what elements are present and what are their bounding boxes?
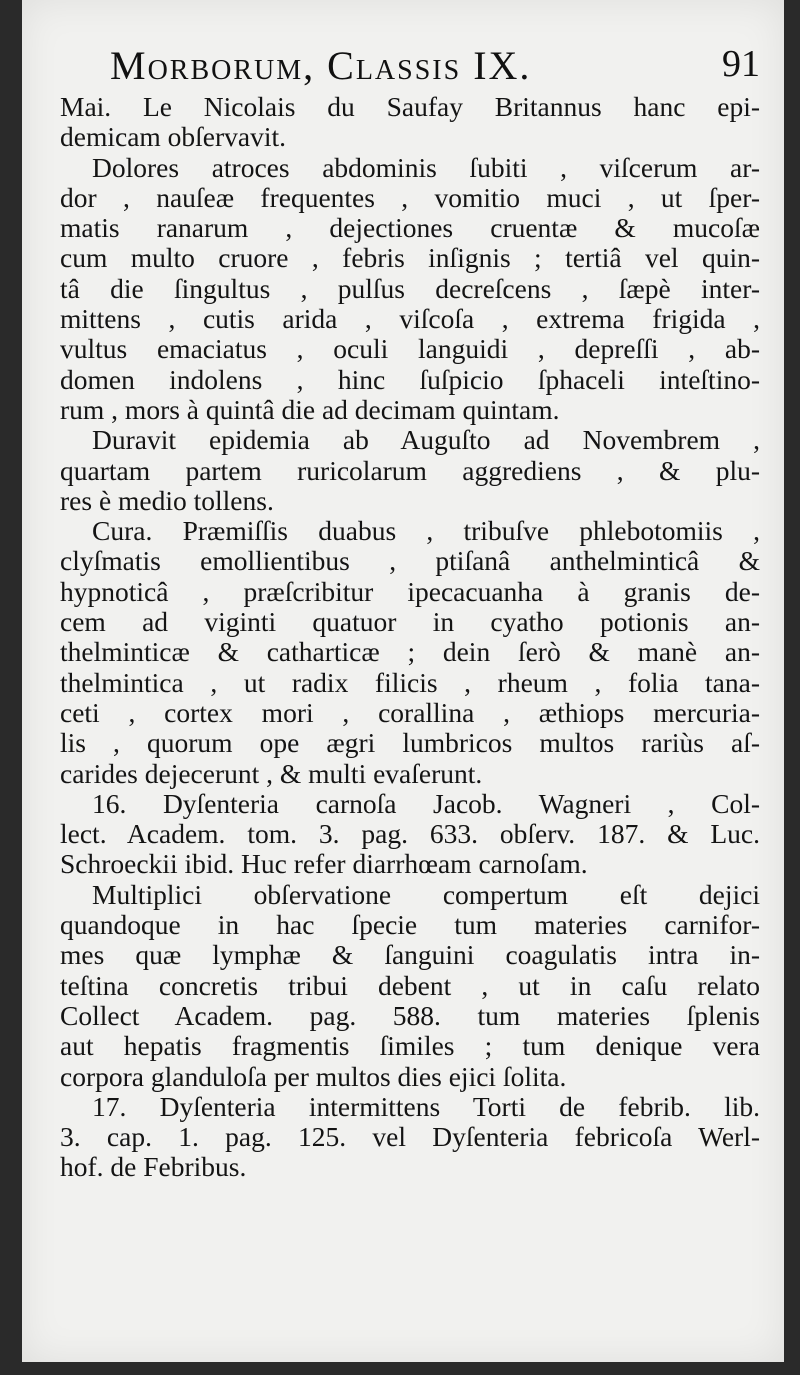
book-page (22, 0, 784, 1362)
text-line: Dolores atroces abdominis ſubiti , viſcerum ar- (92, 151, 760, 183)
text-line: mes quæ lymphæ & ſanguini coagulatis intra in- (60, 939, 760, 971)
text-line: rum , mors à quintâ die ad decimam quintam. (60, 393, 560, 425)
text-line: res è medio tollens. (60, 484, 274, 516)
text-line: carides dejecerunt , & multi evaſerunt. (60, 757, 483, 789)
text-line: mittens , cutis arida , viſcoſa , extrema frigida , (60, 303, 760, 335)
text-line: 3. cap. 1. pag. 125. vel Dyſenteria febricoſa Werl- (60, 1121, 760, 1153)
page-number: 91 (722, 43, 760, 85)
text-line: Cura. Præmiſſis duabus , tribuſve phlebotomiis , (92, 515, 760, 547)
page-header (110, 42, 760, 92)
text-line: quandoque in hac ſpecie tum materies carnifor- (60, 909, 760, 941)
text-line: aut hepatis fragmentis ſimiles ; tum denique vera (60, 1030, 760, 1062)
text-line: ceti , cortex mori , corallina , æthiops mercuria- (60, 696, 760, 728)
running-head: Morborum, Classis IX. (110, 43, 532, 88)
text-line: cum multo cruore , febris inſignis ; tertiâ vel quin- (60, 242, 760, 274)
text-line: demicam obſervavit. (60, 121, 287, 153)
text-line: cem ad viginti quatuor in cyatho potionis an- (60, 606, 760, 638)
text-line: tâ die ſingultus , pulſus decreſcens , ſæpè inter- (60, 272, 760, 304)
text-line: teſtina concretis tribui debent , ut in caſu relato (60, 969, 760, 1001)
text-line: thelmintica , ut radix filicis , rheum , folia tana- (60, 666, 760, 698)
text-line: corpora glandulоſa per multos dies ejici ſolita. (60, 1060, 567, 1092)
text-line: Mai. Le Nicolais du Saufay Britannus hanc epi- (60, 91, 760, 122)
text-line: Multiplici obſervatione compertum eſt dejici (92, 878, 760, 910)
text-line: quartam partem ruricolarum aggrediens , & plu- (60, 454, 760, 486)
text-line: domen indolens , hinc ſuſpicio ſphaceli inteſtino- (60, 363, 760, 395)
text-line: lect. Academ. tom. 3. pag. 633. obſerv. 187. & Luc. (60, 818, 760, 850)
text-line: lis , quorum ope ægri lumbricos multos rariùs aſ- (60, 727, 760, 759)
text-line: Collect Academ. pag. 588. tum materies ſplenis (60, 999, 760, 1031)
text-line: 17. Dyſenteria intermittens Torti de febrib. lib. (92, 1090, 760, 1122)
text-line: Schroeckii ibid. Huc refer diarrhœam carnoſam. (60, 848, 588, 880)
text-line: Duravit epidemia ab Auguſto ad Novembrem , (92, 424, 760, 456)
text-line: 16. Dyſenteria carnoſa Jacob. Wagneri , Col- (92, 787, 760, 819)
text-line: clyſmatis emollientibus , ptiſanâ anthelminticâ & (60, 545, 760, 577)
text-line: hypnoticâ , præſcribitur ipecacuanha à granis de- (60, 575, 760, 607)
text-line: matis ranarum , dejectiones cruentæ & mucoſæ (60, 212, 760, 244)
body-text (60, 92, 760, 1183)
text-line: thelminticæ & catharticæ ; dein ſerò & manè an- (60, 636, 760, 668)
text-line: dor , nauſeæ frequentes , vomitio muci , ut ſper- (60, 181, 760, 213)
text-line: hof. de Febribus. (60, 1151, 247, 1183)
text-line: vultus emaciatus , oculi languidi , depreſſi , ab- (60, 333, 760, 365)
